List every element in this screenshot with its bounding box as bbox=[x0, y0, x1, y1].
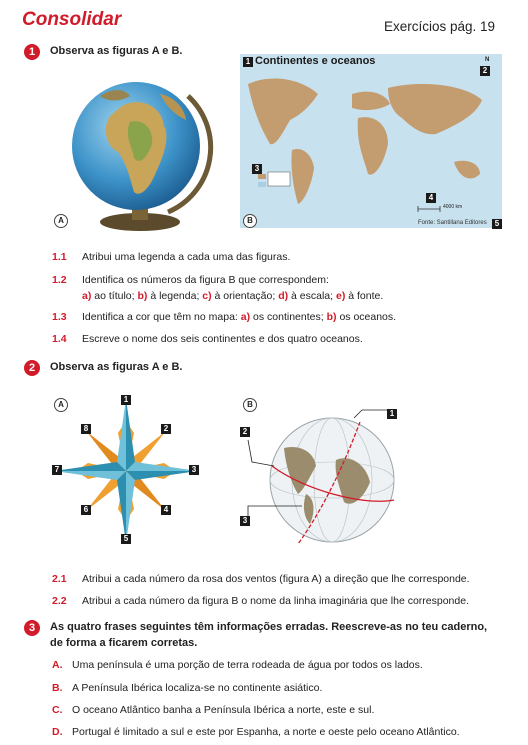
item-1-2-options: a) ao título; b) à legenda; c) à orientação; d) à escala; e) à fonte. bbox=[82, 290, 384, 302]
figure-b-label: B bbox=[243, 398, 257, 412]
globe-lines-figure bbox=[244, 394, 404, 554]
rose-tag-2: 2 bbox=[161, 424, 171, 434]
question-number: 2 bbox=[24, 360, 40, 376]
globe-tag-2: 2 bbox=[240, 427, 250, 437]
globe-tag-3: 3 bbox=[240, 516, 250, 526]
exercises-reference: Exercícios pág. 19 bbox=[384, 19, 496, 34]
question-text-line-2: de forma a ficarem corretas. bbox=[50, 637, 198, 649]
world-map bbox=[240, 54, 502, 228]
figure-b-label: B bbox=[243, 214, 257, 228]
question-number: 1 bbox=[24, 44, 40, 60]
figure-a-label: A bbox=[54, 398, 68, 412]
rose-tag-4: 4 bbox=[161, 505, 171, 515]
map-tag-5: 5 bbox=[492, 219, 502, 229]
item-1-4: 1.4 Escreve o nome dos seis continentes e dos quatro oceanos. bbox=[52, 333, 363, 345]
map-source: Fonte: Santillana Editores bbox=[418, 220, 487, 226]
scale-text: 4000 km bbox=[443, 204, 463, 210]
world-map-figure bbox=[240, 54, 502, 228]
question-text: Observa as figuras A e B. bbox=[50, 45, 183, 57]
globe-figure bbox=[60, 66, 220, 234]
item-2-1: 2.1 Atribui a cada número da rosa dos ventos (figura A) a direção que lhe corresponde. bbox=[52, 573, 470, 585]
globe-tag-1: 1 bbox=[387, 409, 397, 419]
rose-tag-5: 5 bbox=[121, 534, 131, 544]
item-1-1: 1.1 Atribui uma legenda a cada uma das figuras. bbox=[52, 251, 291, 263]
figure-a-label: A bbox=[54, 214, 68, 228]
map-tag-3: 3 bbox=[252, 164, 262, 174]
question-number: 3 bbox=[24, 620, 40, 636]
page-title: Consolidar bbox=[22, 9, 122, 30]
rose-tag-7: 7 bbox=[52, 465, 62, 475]
rose-tag-6: 6 bbox=[81, 505, 91, 515]
statement-b: B. A Península Ibérica localiza-se no continente asiático. bbox=[52, 682, 323, 694]
map-tag-1: 1 bbox=[243, 57, 253, 67]
statement-d: D. Portugal é limitado a sul e este por Espanha, a norte e oeste pelo oceano Atlântico. bbox=[52, 726, 460, 738]
map-title: Continentes e oceanos bbox=[255, 55, 376, 67]
north-label: N bbox=[485, 57, 490, 63]
question-text: Observa as figuras A e B. bbox=[50, 361, 183, 373]
statement-c: C. O oceano Atlântico banha a Península Ibérica a norte, este e sul. bbox=[52, 704, 375, 716]
map-tag-4: 4 bbox=[426, 193, 436, 203]
rose-tag-3: 3 bbox=[189, 465, 199, 475]
globe-illustration bbox=[60, 66, 220, 234]
statement-a: A. Uma península é uma porção de terra rodeada de água por todos os lados. bbox=[52, 659, 423, 671]
rose-tag-8: 8 bbox=[81, 424, 91, 434]
item-1-2: 1.2 Identifica os números da figura B que correspondem: bbox=[52, 274, 329, 286]
item-2-2: 2.2 Atribui a cada número da figura B o nome da linha imaginária que lhe corresponde. bbox=[52, 595, 469, 607]
question-text-line-1: As quatro frases seguintes têm informações erradas. Reescreve-as no teu caderno, bbox=[50, 621, 488, 633]
rose-tag-1: 1 bbox=[121, 395, 131, 405]
item-1-3: 1.3 Identifica a cor que têm no mapa: a) os continentes; b) os oceanos. bbox=[52, 311, 397, 323]
globe-with-lines bbox=[244, 394, 404, 554]
map-tag-2: 2 bbox=[480, 66, 490, 76]
